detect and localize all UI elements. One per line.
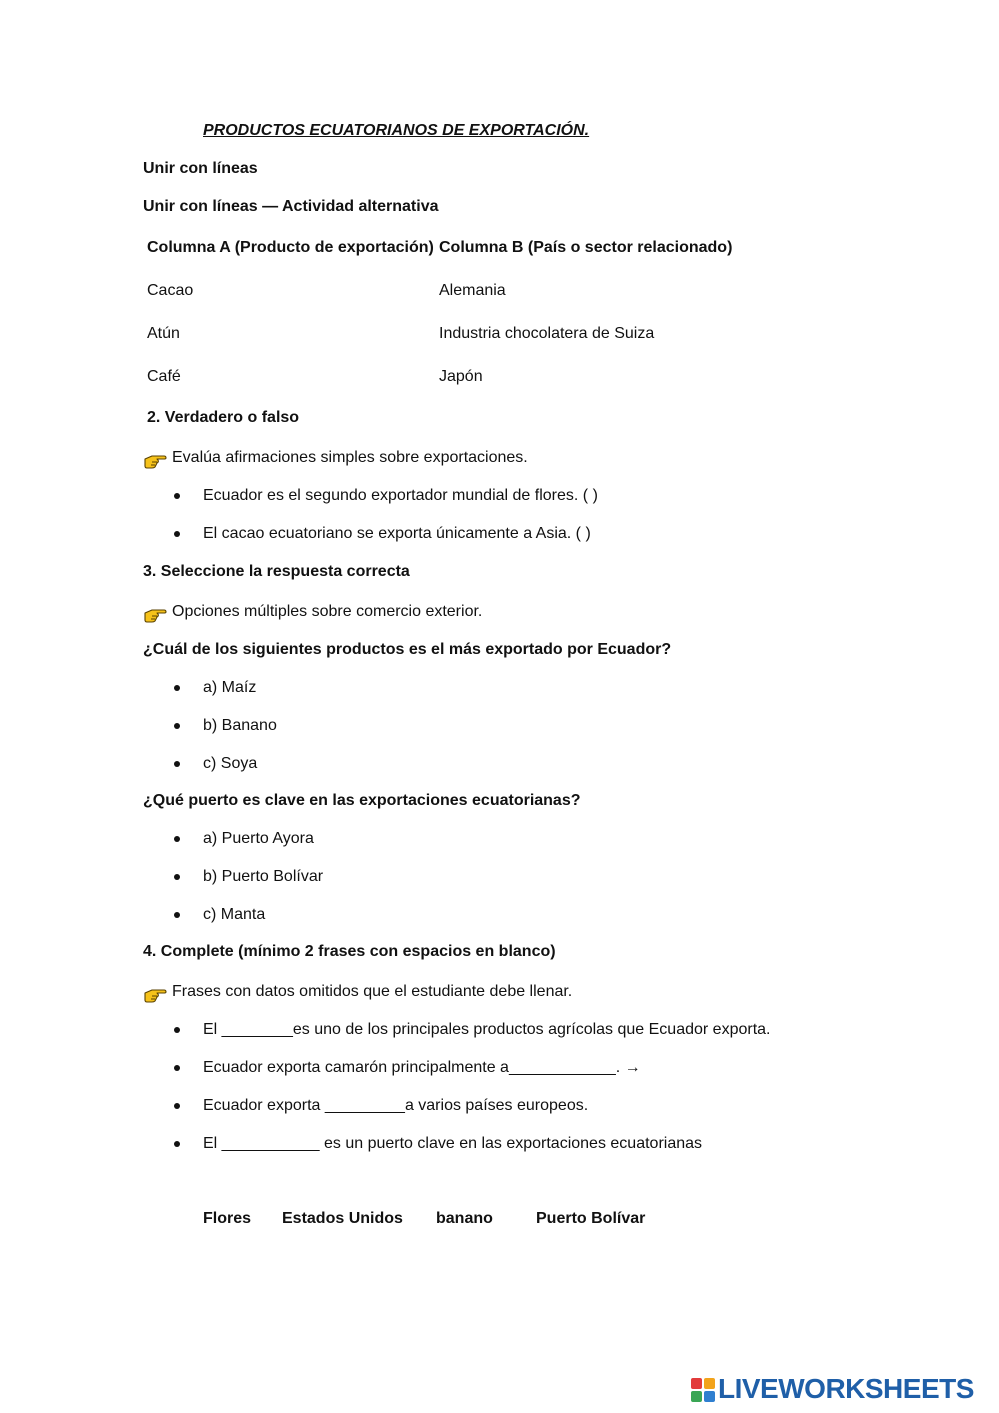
bullet: [174, 1141, 180, 1147]
pointing-hand-icon: [143, 605, 167, 623]
word-bank-item[interactable]: banano: [436, 1210, 493, 1227]
true-false-item[interactable]: Ecuador es el segundo exportador mundial de flores. ( ): [203, 487, 598, 504]
column-b-item[interactable]: Industria chocolatera de Suiza: [439, 325, 655, 342]
question-1: ¿Cuál de los siguientes productos es el más exportado por Ecuador?: [143, 641, 672, 658]
section3-instruction: Opciones múltiples sobre comercio exterior.: [172, 603, 483, 620]
fill-in-blank-item[interactable]: Ecuador exporta camarón principalmente a____________. →: [203, 1059, 641, 1076]
column-a-item[interactable]: Atún: [147, 325, 180, 342]
section4-heading: 4. Complete (mínimo 2 frases con espacios en blanco): [143, 943, 556, 960]
liveworksheets-logo-icon: [690, 1377, 716, 1403]
fill-in-blank-item[interactable]: El ___________ es un puerto clave en las exportaciones ecuatorianas: [203, 1135, 703, 1152]
section4-instruction: Frases con datos omitidos que el estudiante debe llenar.: [172, 983, 573, 1000]
pointing-hand-icon: [143, 451, 167, 469]
column-b-header: Columna B (País o sector relacionado): [439, 239, 733, 256]
bullet: [174, 685, 180, 691]
bullet: [174, 493, 180, 499]
section1-heading: Unir con líneas: [143, 160, 258, 177]
column-b-item[interactable]: Alemania: [439, 282, 506, 299]
section1-subheading: Unir con líneas — Actividad alternativa: [143, 198, 439, 215]
bullet: [174, 1027, 180, 1033]
bullet: [174, 836, 180, 842]
column-a-item[interactable]: Cacao: [147, 282, 194, 299]
column-a-item[interactable]: Café: [147, 368, 181, 385]
page-title: PRODUCTOS ECUATORIANOS DE EXPORTACIÓN.: [203, 122, 590, 139]
answer-option[interactable]: b) Puerto Bolívar: [203, 868, 324, 885]
pointing-hand-icon: [143, 985, 167, 1003]
column-b-item[interactable]: Japón: [439, 368, 483, 385]
answer-option[interactable]: c) Manta: [203, 906, 266, 923]
liveworksheets-logo-text: LIVEWORKSHEETS: [718, 1373, 974, 1404]
bullet: [174, 531, 180, 537]
fill-in-blank-item[interactable]: El ________es uno de los principales productos agrícolas que Ecuador exporta.: [203, 1021, 771, 1038]
section2-heading: 2. Verdadero o falso: [147, 409, 300, 426]
bullet: [174, 761, 180, 767]
answer-option[interactable]: a) Puerto Ayora: [203, 830, 314, 847]
bullet: [174, 874, 180, 880]
fill-in-blank-item[interactable]: Ecuador exporta _________a varios países europeos.: [203, 1097, 589, 1114]
bullet: [174, 1103, 180, 1109]
answer-option[interactable]: c) Soya: [203, 755, 258, 772]
word-bank-item[interactable]: Flores: [203, 1210, 252, 1227]
column-a-header: Columna A (Producto de exportación): [147, 239, 434, 256]
section2-instruction: Evalúa afirmaciones simples sobre exportaciones.: [172, 449, 528, 466]
question-2: ¿Qué puerto es clave en las exportaciones ecuatorianas?: [143, 792, 581, 809]
answer-option[interactable]: a) Maíz: [203, 679, 257, 696]
bullet: [174, 723, 180, 729]
section3-heading: 3. Seleccione la respuesta correcta: [143, 563, 410, 580]
bullet: [174, 1065, 180, 1071]
true-false-item[interactable]: El cacao ecuatoriano se exporta únicamente a Asia. ( ): [203, 525, 591, 542]
word-bank-item[interactable]: Puerto Bolívar: [536, 1210, 646, 1227]
bullet: [174, 912, 180, 918]
answer-option[interactable]: b) Banano: [203, 717, 277, 734]
word-bank-item[interactable]: Estados Unidos: [282, 1210, 403, 1227]
